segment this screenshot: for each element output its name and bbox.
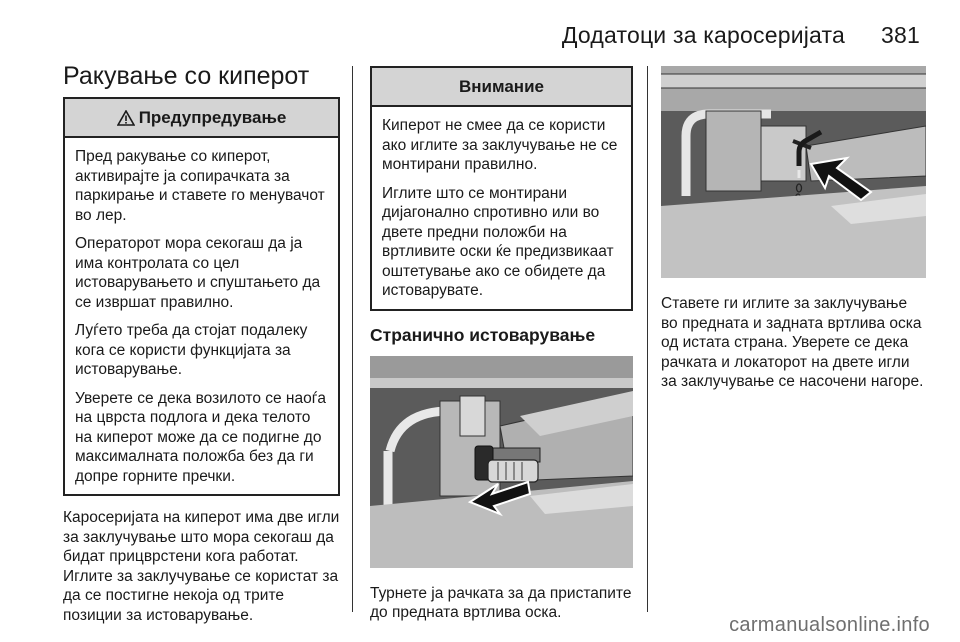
warning-paragraph: Операторот мора секогаш да ја има контролата со цел истоварувањето и спуштањето да се извршат правилно.: [75, 235, 321, 311]
caution-body: [372, 107, 631, 309]
warning-paragraph: Уверете се дека возилото се наоѓа на цврста подлога и дека телото на киперот може да се подигне до максималната положба без да ги допре горните пречки.: [75, 389, 326, 485]
caution-heading: Внимание: [459, 76, 544, 96]
warning-box: [63, 97, 340, 496]
warning-paragraph: Пред ракување со киперот, активирајте ја сопирачката за паркирање и ставете го менувачот во лер.: [75, 148, 325, 224]
column-1: [63, 97, 340, 634]
lever-illustration-image: [370, 356, 633, 568]
column-divider-1: [352, 66, 353, 612]
warning-header: [65, 99, 338, 138]
caution-header: [372, 68, 631, 107]
warning-paragraph: Луѓето треба да стојат подалеку кога се користи функцијата за истоварување.: [75, 322, 308, 378]
column-3: [661, 66, 926, 401]
caution-paragraph: Киперот не смее да се користи ако иглите за заклучување не се монтирани правилно.: [382, 117, 618, 173]
caution-paragraph: Иглите што се монтирани дијагонално спротивно или во двете предни положби на вртливите оски ќе предизвикаат оштетување ако се обидете да истоварувате.: [382, 184, 614, 299]
figure-locking-pin-illustration: [661, 66, 926, 278]
column-divider-2: [647, 66, 648, 612]
figure2-caption: Ставете ги иглите за заклучување во предната и задната вртлива оска од истата страна. Уверете се дека рачката и локаторот на двете игли за заклучување се насочени нагоре.: [661, 295, 924, 390]
intro-paragraph: Каросеријата на киперот има две игли за заклучување што мора секогаш да бидат прицврстени кога работат. Иглите за заклучување се користат за да се постигне некоја од трите позиции за истоварување.: [63, 509, 340, 624]
warning-heading: Предупредување: [138, 107, 287, 127]
header-title: Додатоци за каросеријата: [561, 22, 846, 48]
watermark: carmanualsonline.info: [729, 614, 930, 636]
page-number: 381: [881, 22, 920, 48]
warning-body: [65, 138, 338, 494]
figure1-caption: Турнете ја рачката за да пристапите до предната вртлива оска.: [370, 584, 632, 621]
column-2: [370, 66, 633, 632]
locking-pin-illustration-image: [661, 66, 926, 278]
section-title: Ракување со киперот: [63, 62, 310, 90]
caution-box: [370, 66, 633, 311]
page-header: [562, 22, 920, 49]
subsection-title: Странично истоварување: [370, 324, 596, 345]
figure-lever-illustration: [370, 356, 633, 568]
warning-triangle-icon: [117, 110, 135, 126]
